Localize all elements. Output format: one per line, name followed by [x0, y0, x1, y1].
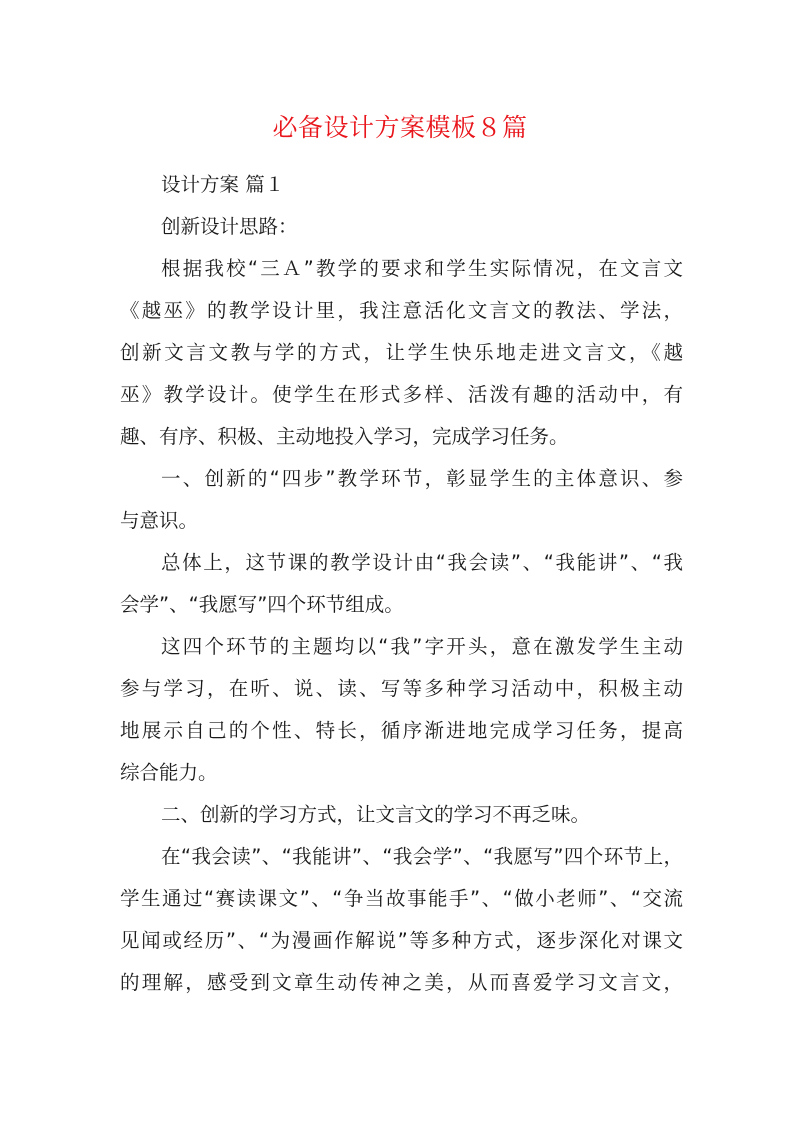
text-line: 巫》教学设计。使学生在形式多样、活泼有趣的活动中，有: [120, 383, 683, 406]
text-line: 根据我校“三Ａ”教学的要求和学生实际情况，在文言文: [161, 257, 683, 280]
text-line: 这四个环节的主题均以“我”字开头，意在激发学生主动: [161, 635, 683, 658]
text-line: 创新文言文教与学的方式，让学生快乐地走进文言文，《越: [120, 341, 683, 364]
document-title: 必备设计方案模板８篇: [272, 113, 528, 142]
text-line: 二、创新的学习方式，让文言文的学习不再乏味。: [161, 803, 591, 826]
text-line: 会学”、“我愿写”四个环节组成。: [120, 593, 404, 616]
text-line: 总体上，这节课的教学设计由“我会读”、“我能讲”、“我: [161, 551, 683, 574]
text-line: 与意识。: [120, 509, 199, 532]
document-body: [120, 164, 683, 1004]
text-line: 《越巫》的教学设计里，我注意活化文言文的教法、学法，: [120, 299, 683, 322]
text-line: 见闻或经历”、“为漫画作解说”等多种方式，逐步深化对课文: [120, 929, 683, 952]
text-line: 趣、有序、积极、主动地投入学习，完成学习任务。: [120, 425, 569, 448]
text-line: 设计方案 篇１: [161, 173, 285, 196]
text-line: 学生通过“赛读课文”、“争当故事能手”、“做小老师”、“交流: [120, 887, 683, 910]
text-line: 在“我会读”、“我能讲”、“我会学”、“我愿写”四个环节上，: [161, 845, 683, 868]
text-line: 综合能力。: [120, 761, 218, 784]
text-line: 的理解，感受到文章生动传神之美，从而喜爱学习文言文，: [120, 971, 683, 994]
text-line: 创新设计思路：: [161, 215, 298, 238]
text-line: 一、创新的“四步”教学环节，彰显学生的主体意识、参: [161, 467, 683, 490]
text-line: 地展示自己的个性、特长，循序渐进地完成学习任务，提高: [120, 719, 683, 742]
text-line: 参与学习，在听、说、读、写等多种学习活动中，积极主动: [120, 677, 683, 700]
